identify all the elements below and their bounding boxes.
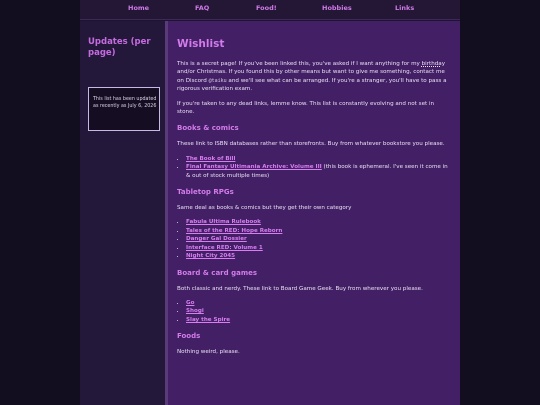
intro-text-3: and we'll see what can be arranged. If you're a stranger, you'll have to pass a rigorous verification exam. (177, 77, 447, 93)
sidebar (80, 21, 165, 405)
board-link-go[interactable]: Go (186, 299, 195, 306)
update-note-box (88, 87, 160, 131)
foods-description: Nothing weird, please. (177, 349, 240, 356)
board-link-slay-the-spire[interactable]: Slay the Spire (186, 316, 231, 323)
intro-text-2: and/or Christmas. If you found this by other means but want to give me something, contact me on Discord (177, 69, 445, 84)
list-item (186, 316, 453, 324)
intro-paragraph (177, 60, 453, 94)
dead-links-paragraph: If you're taken to any dead links, lemme know. This list is constantly evolving and not set in stone. (177, 100, 435, 116)
nav-links-link[interactable]: Links (395, 4, 415, 12)
top-nav (80, 0, 460, 20)
books-list (177, 155, 453, 180)
list-item (186, 299, 453, 307)
intro-text-1: This is a secret page! If you've been linked this, you've asked if I want anything for my (177, 61, 422, 67)
content-body (177, 37, 453, 363)
foods-heading: Foods (177, 332, 201, 341)
list-item (186, 218, 453, 226)
nav-home-link[interactable]: Home (128, 4, 150, 12)
main-content (168, 21, 460, 405)
list-item (186, 244, 453, 252)
nav-faq-link[interactable]: FAQ (195, 4, 210, 12)
ttrpg-description: Same deal as books & comics but they get their own category (177, 205, 352, 212)
book-note: (this book is ephemeral. I've seen it come in & out of stock multiple times) (186, 164, 448, 179)
ttrpg-link-interface-red[interactable]: Interface RED: Volume 1 (186, 244, 263, 251)
board-heading: Board & card games (177, 268, 258, 277)
page-title: Wishlist (177, 38, 225, 50)
ttrpg-link-danger-gal[interactable]: Danger Gal Dossier (186, 236, 247, 243)
sidebar-title: Updates (per page) (88, 37, 151, 58)
books-heading: Books & comics (177, 124, 239, 133)
book-link-book-of-bill[interactable]: The Book of Bill (186, 155, 236, 162)
ttrpg-link-night-city[interactable]: Night City 2045 (186, 253, 236, 260)
nav-food-link[interactable]: Food! (256, 4, 277, 12)
ttrpg-heading: Tabletop RPGs (177, 188, 234, 197)
board-list (177, 299, 453, 324)
ttrpg-link-fabula-ultima[interactable]: Fabula Ultima Rulebook (186, 219, 261, 226)
board-link-shogi[interactable]: Shogi (186, 308, 204, 315)
ttrpg-list (177, 218, 453, 260)
list-item (186, 227, 453, 235)
list-item (186, 307, 453, 315)
list-item (186, 252, 453, 260)
list-item (186, 163, 453, 180)
birthday-term: birthday (421, 61, 446, 67)
board-description: Both classic and nerdy. These link to Board Game Geek. Buy from wherever you please. (177, 285, 423, 292)
ttrpg-link-tales-of-red[interactable]: Tales of the RED: Hope Reborn (186, 227, 283, 234)
book-link-ff-ultimania[interactable]: Final Fantasy Ultimania Archive: Volume III (186, 164, 322, 171)
discord-handle: @taiku (208, 77, 227, 84)
books-description: These link to ISBN databases rather than storefronts. Buy from whatever bookstore you please. (177, 141, 445, 148)
update-note-text: This list has been updated as recently as July 6, 2026 (93, 97, 157, 109)
list-item (186, 235, 453, 243)
nav-hobbies-link[interactable]: Hobbies (322, 4, 352, 12)
list-item (186, 155, 453, 163)
